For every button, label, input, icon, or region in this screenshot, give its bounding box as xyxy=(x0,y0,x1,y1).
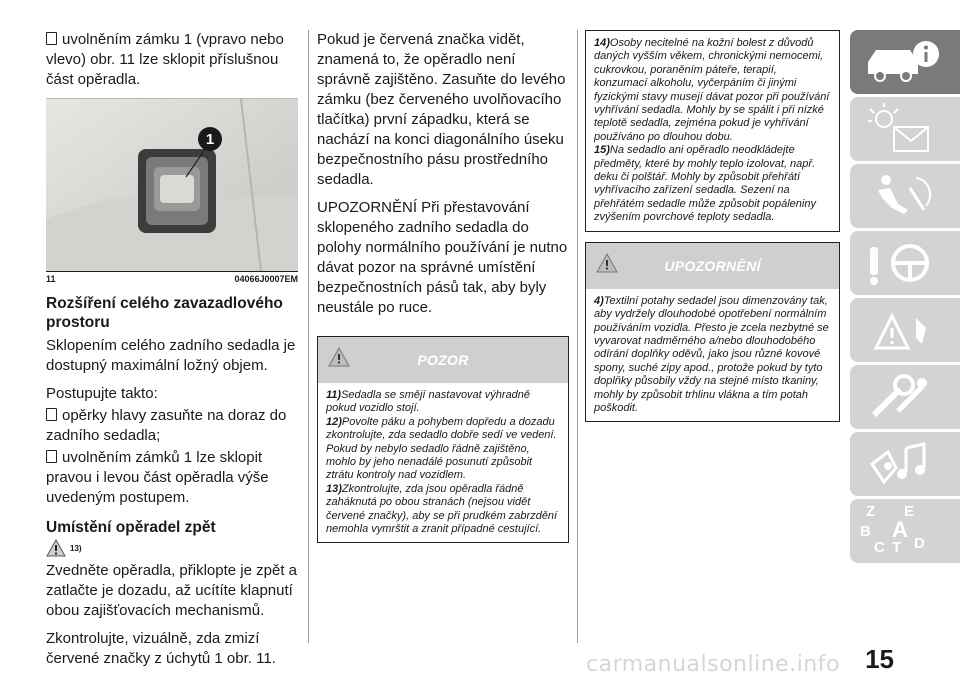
note-text: Sedadla se smějí nastavovat výhradně pokud vozidlo stojí. xyxy=(326,389,531,415)
column-3 xyxy=(585,30,840,422)
paragraph: Zvedněte opěradla, přiklopte je zpět a zatlačte je dozadu, až ucítíte klapnutí obou zajišťovacích mechanismů. xyxy=(46,562,297,619)
figure-callout: 1 xyxy=(198,127,222,151)
note-number: 11) xyxy=(326,389,342,401)
intro-text: uvolněním zámku 1 (vpravo nebo vlevo) obr. 11 lze sklopit příslušnou část opěradla. xyxy=(46,30,298,90)
section-heading: Rozšíření celého zavazadlového prostoru xyxy=(46,295,283,331)
figure-number: 11 xyxy=(46,274,56,284)
note-number: 4) xyxy=(594,294,604,307)
warning-triangle-icon xyxy=(46,539,66,557)
note-text: Na sedadlo ani opěradlo neodkládejte předměty, které by mohly teplo izolovat, např. deku či polštář. Mohly by způsobit přehřátí vyhřívacího zařízení sedadla. Sezení na přehřátém sedadle může způsobit popáleniny zvýšením povrchové teploty sedadla. xyxy=(594,144,816,224)
note-number: 12) xyxy=(326,415,342,428)
page-number: 15 xyxy=(865,644,894,674)
airbag-icon xyxy=(864,170,944,222)
steering-wheel-icon xyxy=(864,237,944,289)
note-text: Povolte páku a pohybem dopředu a dozadu zkontrolujte, zda sedadlo dobře sedí ve vedení. Pokud by nebylo sedadlo řádně zajištěno, mohlo by jeho nenadálé posunutí způsobit ztrátu kontroly nad vozidlem. xyxy=(326,415,557,482)
pozor-warning-box xyxy=(317,336,569,543)
paragraph: UPOZORNĚNÍ Při přestavování sklopeného zadního sedadla do polohy normálního používání je nutno dávat pozor na správné umístění bezpečnostních pásů tak, aby byly neustále po ruce. xyxy=(317,199,568,316)
warning-triangle-icon xyxy=(596,253,618,273)
tab-safety[interactable] xyxy=(850,164,960,228)
index-letter: D xyxy=(914,535,925,552)
lights-mail-icon xyxy=(864,103,944,155)
figure-caption xyxy=(46,271,298,284)
warning-body xyxy=(318,383,568,542)
tab-car-info[interactable] xyxy=(850,30,960,94)
tab-lights[interactable] xyxy=(850,97,960,161)
note-text: Osoby necitelné na kožní bolest z důvodů daných vyšším věkem, chronickými nemocemi, cukrovkou, poraněním páteře, terapií, konzumací alkoholu, vyčerpáním či jinými fyzickými stavy musejí dávat pozor při používání vyhřívání sedadla. Mohly by se spálit i při nízké teplotě sedadla, zejména pokud je vyhřívání používáno po dlouhou dobu. xyxy=(594,37,830,143)
warning-title: POZOR xyxy=(417,352,469,368)
index-letter: C xyxy=(874,539,885,556)
paragraph: Pokud je červená značka vidět, znamená to, že opěradlo není správně zajištěno. Zasuňte do levého zámku (bez červeného uvolňovacího tlačítka) první západku, která se nachází na konci diagonálního úseku bezpečnostního pásu prostředního sedadla. xyxy=(317,31,566,188)
paragraph: Postupujte takto: xyxy=(46,385,158,402)
index-letter: Z xyxy=(866,503,876,520)
warning-header xyxy=(318,337,568,383)
note-text: Textilní potahy sedadel jsou dimenzovány tak, aby vydržely dlouhodobé opotřebení normálním používáním vozidla. Přesto je zcela nezbytné se vyvarovat nadměrného a/nebo dlouhodobého odírání doplňky oděvů, jako jsou různé kovové spony, suché zipy apod., protože pokud by tyto doplňky působily vždy na stejné místo tkaniny, mohly by způsobit trhlinu vlákna a tím potah poškodit. xyxy=(594,294,829,414)
notes-continued-box xyxy=(585,30,840,232)
warning-reference xyxy=(46,539,298,557)
index-alphabet-icon xyxy=(860,503,940,559)
warning-triangle-icon xyxy=(328,347,350,367)
bullet-item: opěrky hlavy zasuňte na doraz do zadního sedadla; xyxy=(46,406,298,446)
tab-index[interactable] xyxy=(850,499,960,563)
warning-body xyxy=(586,289,839,422)
tools-icon xyxy=(864,371,944,423)
paragraph: Sklopením celého zadního sedadla je dostupný maximální ložný objem. xyxy=(46,337,296,374)
paragraph: Zkontrolujte, vizuálně, zda zmizí červené značky z úchytů 1 obr. 11. xyxy=(46,630,276,667)
note-number: 15) xyxy=(594,144,610,157)
car-info-icon xyxy=(864,36,944,88)
index-letter: T xyxy=(892,539,902,556)
note-number: 14) xyxy=(594,37,610,49)
tab-multimedia[interactable] xyxy=(850,432,960,496)
music-nav-icon xyxy=(864,438,944,490)
column-2 xyxy=(317,30,569,543)
column-1 xyxy=(46,30,298,677)
tab-maintenance[interactable] xyxy=(850,365,960,429)
note-number: 13) xyxy=(326,482,342,495)
warning-header xyxy=(586,243,839,289)
index-letter: B xyxy=(860,523,871,540)
watermark: carmanualsonline.info xyxy=(586,652,840,677)
note-text: Zkontrolujte, zda jsou opěradla řádně zaháknutá po obou stranách (nejsou vidět červené značky), aby se při prudkém zabrzdění nemohla vymrštit a zranit případné cestující. xyxy=(326,482,558,536)
index-letter: E xyxy=(904,503,915,520)
upozorneni-box xyxy=(585,242,840,423)
reference-number: 13) xyxy=(70,543,82,553)
figure-seat-latch xyxy=(46,98,298,271)
column-divider xyxy=(577,30,578,643)
tab-emergency[interactable] xyxy=(850,298,960,362)
section-heading: Umístění opěradel zpět xyxy=(46,519,216,536)
tab-driving[interactable] xyxy=(850,231,960,295)
warning-title: UPOZORNĚNÍ xyxy=(664,257,761,274)
figure-code: 04066J0007EM xyxy=(234,274,298,284)
chapter-tabs xyxy=(850,30,960,566)
index-letter: A xyxy=(892,517,908,542)
warning-tools-icon xyxy=(864,304,944,356)
column-divider xyxy=(308,30,309,643)
bullet-item: uvolněním zámků 1 lze sklopit pravou i levou část opěradla výše uvedeným postupem. xyxy=(46,448,298,508)
